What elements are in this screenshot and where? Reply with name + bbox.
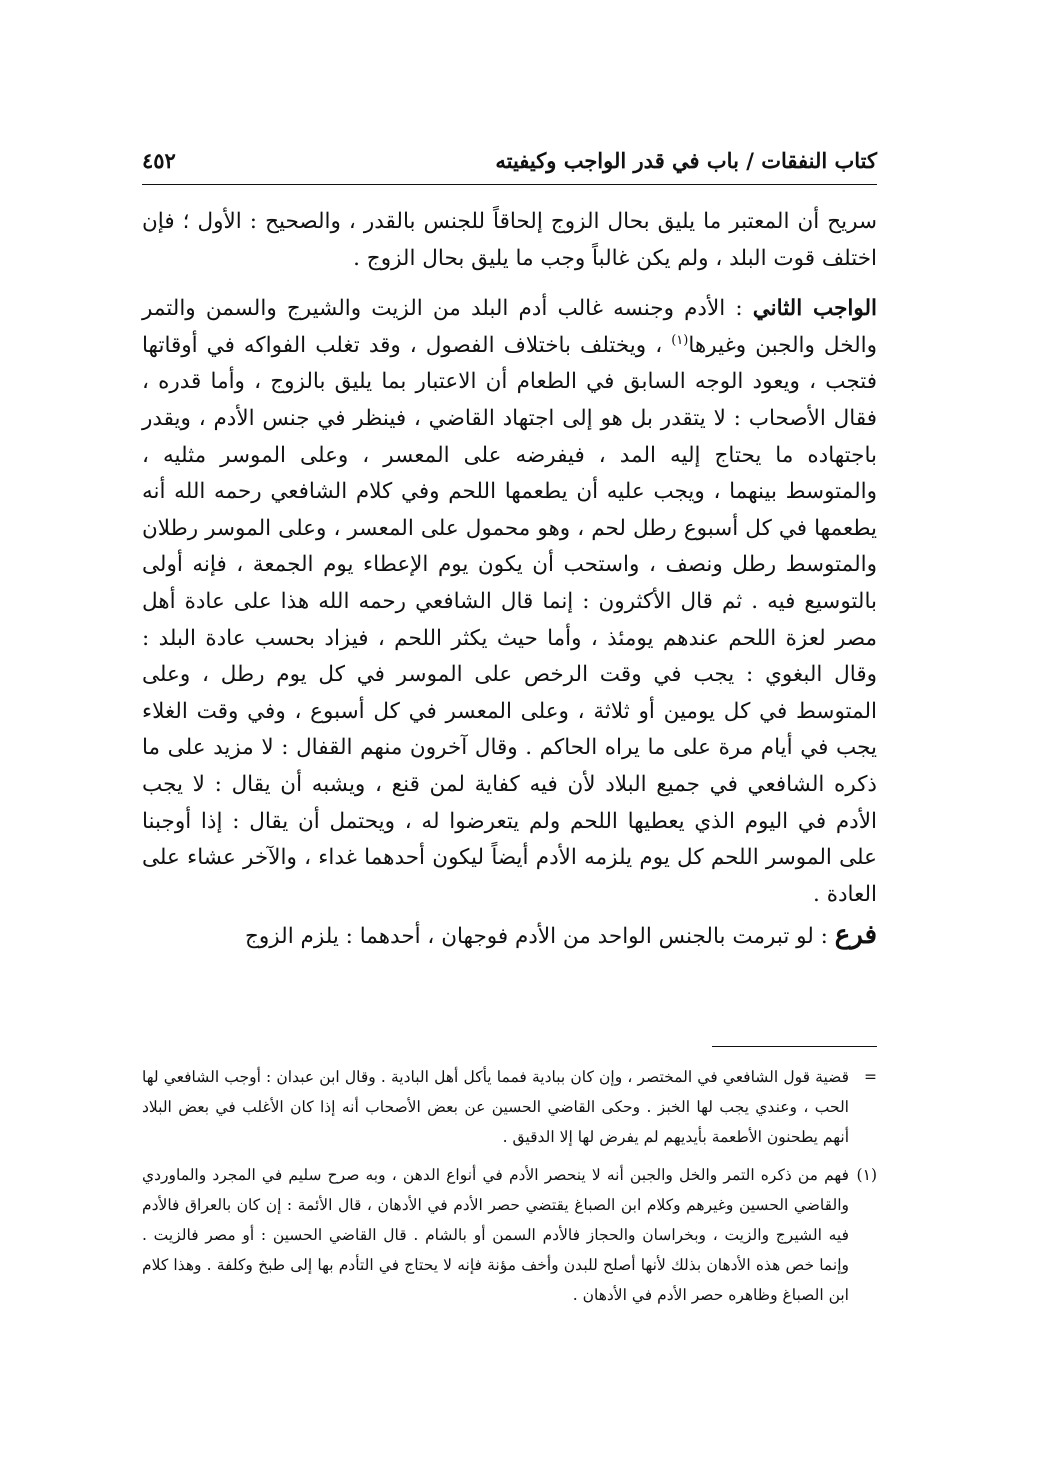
main-text xyxy=(142,204,877,956)
running-title: كتاب النفقات / باب في قدر الواجب وكيفيته xyxy=(495,147,877,173)
header-rule xyxy=(142,184,877,185)
footnote-text: قضية قول الشافعي في المختصر ، وإن كان ببادية فمما يأكل أهل البادية . وقال ابن عبدان : أوجب الشافعي لها الحب ، وعندي يجب لها الخبز . وحكى القاضي الحسين عن بعض الأصحاب أنه إذا كان الأغلب في بعض البلاد أنهم يطحنون الأطعمة بأيديهم لم يفرض لها إلا الدقيق . xyxy=(142,1068,849,1146)
footnote-text: فهم من ذكره التمر والخل والجبن أنه لا ينحصر الأدم في أنواع الدهن ، وبه صرح سليم في المجرد والماوردي والقاضي الحسين وغيرهم وكلام ابن الصباغ يقتضي حصر الأدم في الأدهان ، قال الأئمة : إن كان بالعراق فالأدم فيه الشيرج والزيت ، وبخراسان والحجاز فالأدم السمن أو بالشام . قال القاضي الحسين : أو مصر فالزيت . وإنما خص هذه الأدهان بذلك لأنها أصلح للبدن وأخف مؤنة فإنه لا يحتاج في التأدم بها إلى طبخ وكلفة . وهذا كلام ابن الصباغ وظاهره حصر الأدم في الأدهان . xyxy=(142,1166,849,1304)
branch-heading: فرع xyxy=(834,920,877,951)
paragraph-2-text-a: : الأدم وجنسه غالب أدم البلد من الزيت والشيرج والسمن والتمر والخل والجبن وغيرها xyxy=(142,296,877,358)
page-number: ٤٥٢ xyxy=(142,147,176,173)
footnote-marker: = xyxy=(864,1068,877,1086)
branch-text: : لو تبرمت بالجنس الواحد من الأدم فوجهان ، أحدهما : يلزم الزوج xyxy=(245,924,835,950)
footnote-continued xyxy=(142,1062,877,1152)
footnote-ref: (١) xyxy=(671,332,689,348)
paragraph-1: سريح أن المعتبر ما يليق بحال الزوج إلحاقاً للجنس بالقدر ، والصحيح : الأول ؛ فإن اختلف قوت البلد ، ولم يكن غالباً وجب ما يليق بحال الزوج . xyxy=(142,209,877,271)
footnotes xyxy=(142,1062,877,1310)
section-heading: الواجب الثاني xyxy=(752,296,877,322)
paragraph-2-text-b: ، ويختلف باختلاف الفصول ، وقد تغلب الفواكه في أوقاتها فتجب ، ويعود الوجه السابق في الطعام أن الاعتبار بما يليق بالزوج ، وأما قدره ، فقال الأصحاب : لا يتقدر بل هو إلى اجتهاد القاضي ، فينظر في جنس الأدم ، ويقدر باجتهاده ما يحتاج إليه المد ، فيفرضه على المعسر ، وعلى الموسر مثليه ، والمتوسط بينهما ، ويجب عليه أن يطعمها اللحم وفي كلام الشافعي رحمه الله أنه يطعمها في كل أسبوع رطل لحم ، وهو محمول على المعسر ، وعلى الموسر رطلان والمتوسط رطل ونصف ، واستحب أن يكون يوم الإعطاء يوم الجمعة ، فإنه أولى بالتوسيع فيه . ثم قال الأكثرون : إنما قال الشافعي رحمه الله هذا على عادة أهل مصر لعزة اللحم عندهم يومئذ ، وأما حيث يكثر اللحم ، فيزاد بحسب عادة البلد : وقال البغوي : يجب في وقت الرخص على الموسر في كل يوم رطل ، وعلى المتوسط في كل يومين أو ثلاثة ، وعلى المعسر في كل أسبوع ، وفي وقت الغلاء يجب في أيام مرة على ما يراه الحاكم . وقال آخرون منهم القفال : لا مزيد على ما ذكره الشافعي في جميع البلاد لأن فيه كفاية لمن قنع ، ويشبه أن يقال : لا يجب الأدم في اليوم الذي يعطيها اللحم ولم يتعرضوا له ، ويحتمل أن يقال : إذا أوجبنا على الموسر اللحم كل يوم يلزمه الأدم أيضاً ليكون أحدهما غداء ، والآخر عشاء على العادة . xyxy=(142,332,877,907)
paragraph-2 xyxy=(142,291,877,913)
footnote-rule xyxy=(712,1046,877,1047)
branch-paragraph xyxy=(142,917,877,956)
page-header xyxy=(142,138,877,182)
footnote-1 xyxy=(142,1160,877,1310)
footnote-marker: (١) xyxy=(856,1166,877,1184)
